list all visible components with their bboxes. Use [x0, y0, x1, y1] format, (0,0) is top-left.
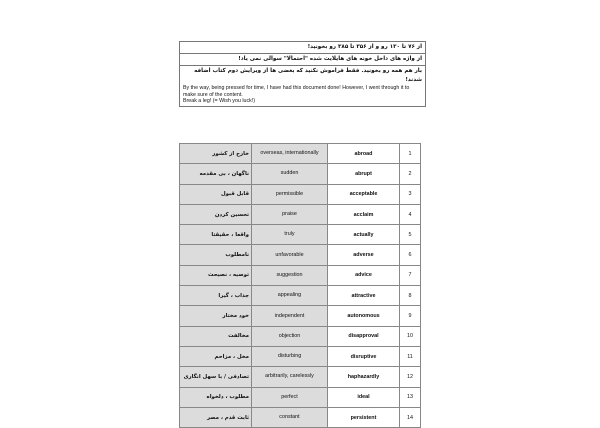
vocab-word: advice — [328, 265, 400, 285]
vocab-word: autonomous — [328, 306, 400, 326]
table-row — [180, 184, 421, 204]
vocab-word: acclaim — [328, 204, 400, 224]
instruction-pages: از ۷۶ تا ۱۳۰ رو و از ۳۵۶ تا ۳۸۵ رو بخونید! — [180, 42, 425, 54]
persian-meaning: واقعا ، حقیقتا — [180, 225, 252, 245]
synonym-cell: unfavorable — [252, 245, 328, 265]
table-row — [180, 407, 421, 427]
table-row — [180, 346, 421, 366]
instruction-highlight: از واژه های داخل خونه های هایلایت شده "احتمالا" سوالی نمی یاد! — [180, 54, 425, 66]
row-number: 4 — [400, 204, 421, 224]
persian-meaning: توصیه ، نصیحت — [180, 265, 252, 285]
synonym-cell: truly — [252, 225, 328, 245]
table-row — [180, 367, 421, 387]
vocab-word: attractive — [328, 286, 400, 306]
vocab-word: disruptive — [328, 346, 400, 366]
row-number: 13 — [400, 387, 421, 407]
vocab-word: actually — [328, 225, 400, 245]
persian-meaning: مطلوب ، دلخواه — [180, 387, 252, 407]
synonym-cell: constant — [252, 407, 328, 427]
row-number: 14 — [400, 407, 421, 427]
persian-meaning: مخالفت — [180, 326, 252, 346]
row-number: 6 — [400, 245, 421, 265]
row-number: 1 — [400, 144, 421, 164]
vocab-word: disapproval — [328, 326, 400, 346]
table-row — [180, 225, 421, 245]
row-number: 11 — [400, 346, 421, 366]
vocab-word: persistent — [328, 407, 400, 427]
table-row — [180, 326, 421, 346]
synonym-cell: disturbing — [252, 346, 328, 366]
table-row — [180, 286, 421, 306]
persian-meaning: مخل ، مزاحم — [180, 346, 252, 366]
synonym-cell: appealing — [252, 286, 328, 306]
synonym-cell: independent — [252, 306, 328, 326]
vocabulary-table — [179, 143, 421, 428]
vocab-word: acceptable — [328, 184, 400, 204]
row-number: 9 — [400, 306, 421, 326]
persian-meaning: خود مختار — [180, 306, 252, 326]
row-number: 3 — [400, 184, 421, 204]
synonym-cell: praise — [252, 204, 328, 224]
synonym-cell: objection — [252, 326, 328, 346]
vocab-word: abroad — [328, 144, 400, 164]
table-row — [180, 306, 421, 326]
persian-meaning: ناگهان ، بی مقدمه — [180, 164, 252, 184]
synonym-cell: suggestion — [252, 265, 328, 285]
instruction-note — [180, 66, 425, 106]
row-number: 7 — [400, 265, 421, 285]
vocab-word: ideal — [328, 387, 400, 407]
row-number: 12 — [400, 367, 421, 387]
instructions-box — [179, 41, 426, 107]
synonym-cell: permissible — [252, 184, 328, 204]
table-row — [180, 387, 421, 407]
english-note: By the way, being pressed for time, I have had this document done! However, I went through it to make sure of the content. — [183, 85, 410, 98]
table-row — [180, 164, 421, 184]
good-luck-note: Break a leg! (= Wish you luck!) — [183, 98, 255, 105]
synonym-cell: overseas, internationally — [252, 144, 328, 164]
row-number: 5 — [400, 225, 421, 245]
vocab-word: haphazardly — [328, 367, 400, 387]
table-row — [180, 204, 421, 224]
persian-meaning: ثابت قدم ، مصر — [180, 407, 252, 427]
persian-meaning: خارج از کشور — [180, 144, 252, 164]
table-row — [180, 144, 421, 164]
row-number: 2 — [400, 164, 421, 184]
table-row — [180, 265, 421, 285]
synonym-cell: perfect — [252, 387, 328, 407]
persian-meaning: قابل قبول — [180, 184, 252, 204]
persian-meaning: جذاب ، گیرا — [180, 286, 252, 306]
synonym-cell: sudden — [252, 164, 328, 184]
persian-meaning: تحسین کردن — [180, 204, 252, 224]
vocab-word: adverse — [328, 245, 400, 265]
table-row — [180, 245, 421, 265]
persian-meaning: نامطلوب — [180, 245, 252, 265]
synonym-cell: arbitrarily, carelessly — [252, 367, 328, 387]
persian-meaning: تصادفی / با سهل انگاری — [180, 367, 252, 387]
vocab-word: abrupt — [328, 164, 400, 184]
row-number: 8 — [400, 286, 421, 306]
instruction-edition: بار هم همه رو بخونید. فقط فراموش نکنید که بعضی ها از ویرایش دوم کتاب اضافه شدند! — [194, 68, 422, 83]
row-number: 10 — [400, 326, 421, 346]
